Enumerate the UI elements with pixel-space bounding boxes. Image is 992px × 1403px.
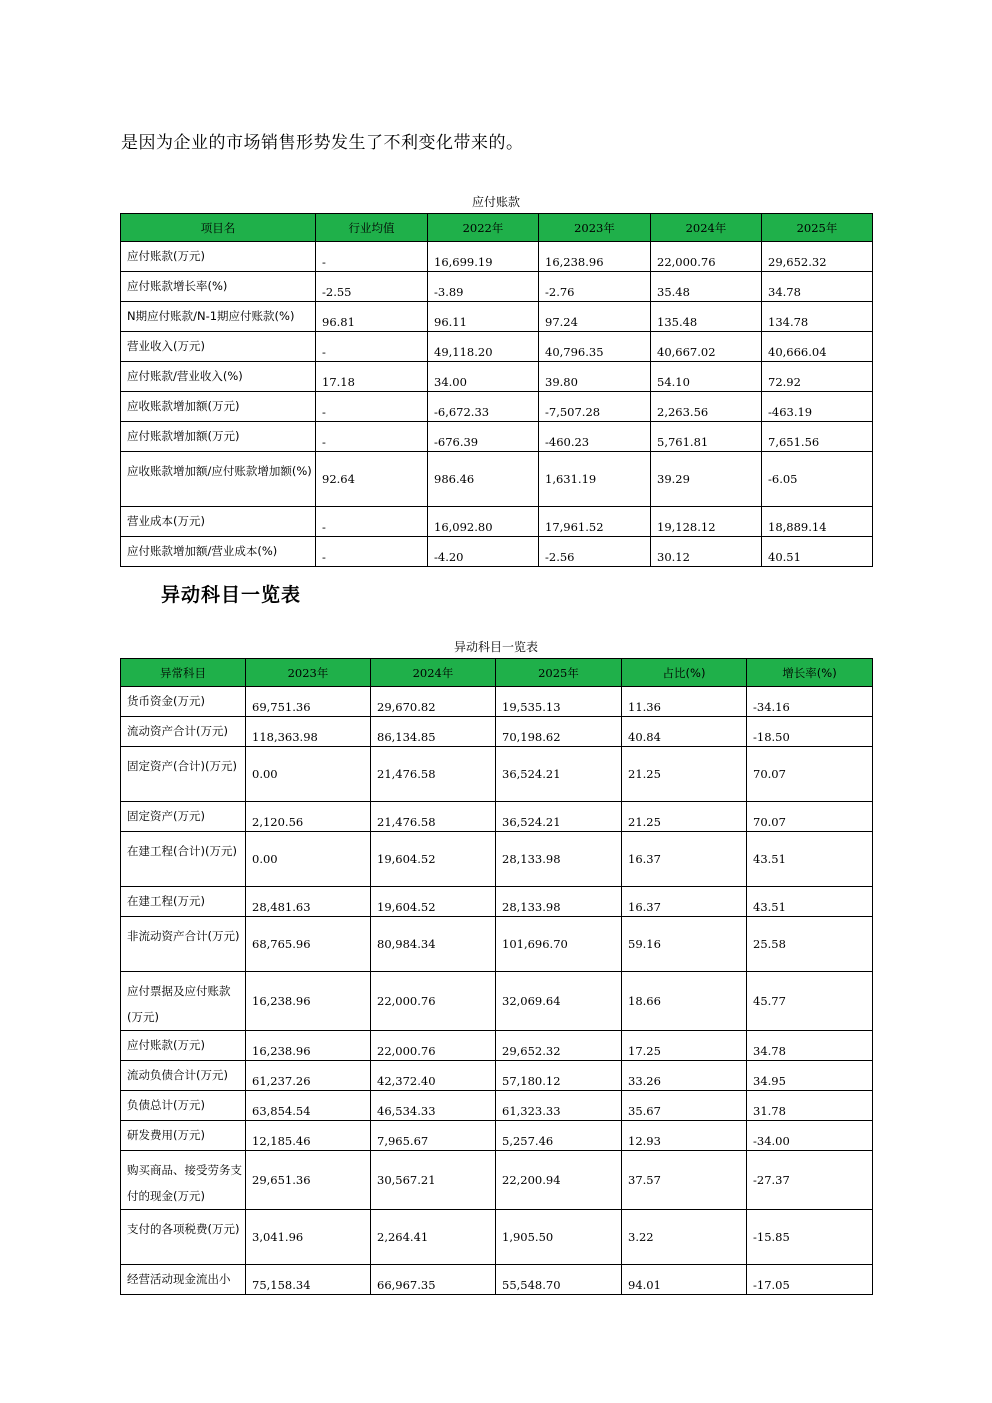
table2-cell: 29,652.32 — [496, 1031, 622, 1061]
table2-cell: 16.37 — [622, 887, 747, 917]
table1-row-label: N期应付账款/N-1期应付账款(%) — [121, 302, 316, 332]
table2-row-label: 固定资产(合计)(万元) — [121, 747, 246, 802]
table1-header-cell: 项目名 — [121, 214, 316, 242]
table2-cell: -17.05 — [747, 1265, 873, 1295]
table2-header-row — [121, 659, 873, 687]
table2-row-label: 流动负债合计(万元) — [121, 1061, 246, 1091]
table2-row-label: 固定资产(万元) — [121, 802, 246, 832]
table2-cell: 16,238.96 — [246, 1031, 371, 1061]
table1-header-cell: 2024年 — [651, 214, 762, 242]
table1-cell: 7,651.56 — [762, 422, 873, 452]
table2-row — [121, 1121, 873, 1151]
table1-cell: 986.46 — [428, 452, 539, 507]
table2-row — [121, 1265, 873, 1295]
table2-cell: 70,198.62 — [496, 717, 622, 747]
table2-cell: 55,548.70 — [496, 1265, 622, 1295]
table1-cell: 17.18 — [316, 362, 428, 392]
table1-cell: 5,761.81 — [651, 422, 762, 452]
table1-cell: 34.78 — [762, 272, 873, 302]
table2-row — [121, 687, 873, 717]
table2-cell: 36,524.21 — [496, 747, 622, 802]
table1-header-cell: 2023年 — [539, 214, 651, 242]
table1-cell: - — [316, 242, 428, 272]
table1-cell: -2.76 — [539, 272, 651, 302]
table1-row — [121, 362, 873, 392]
table2-cell: 118,363.98 — [246, 717, 371, 747]
table2-cell: 46,534.33 — [371, 1091, 496, 1121]
table2-cell: 21.25 — [622, 802, 747, 832]
table2-row — [121, 1031, 873, 1061]
table2-cell: 70.07 — [747, 802, 873, 832]
table2-header-cell: 异常科目 — [121, 659, 246, 687]
table2-row-label: 应付账款(万元) — [121, 1031, 246, 1061]
table1-cell: 40,796.35 — [539, 332, 651, 362]
table1-cell: 54.10 — [651, 362, 762, 392]
table1-row-label: 应付账款/营业收入(%) — [121, 362, 316, 392]
table1-cell: -2.55 — [316, 272, 428, 302]
table2-cell: 45.77 — [747, 972, 873, 1031]
table1-cell: - — [316, 537, 428, 567]
table1-cell: -3.89 — [428, 272, 539, 302]
table2-row — [121, 972, 873, 1031]
table1-row — [121, 537, 873, 567]
table2-cell: 0.00 — [246, 832, 371, 887]
table2-cell: 63,854.54 — [246, 1091, 371, 1121]
intro-paragraph: 是因为企业的市场销售形势发生了不利变化带来的。 — [121, 133, 524, 153]
table1-cell: -460.23 — [539, 422, 651, 452]
table1-row — [121, 332, 873, 362]
table2-cell: 19,535.13 — [496, 687, 622, 717]
table2-cell: 61,323.33 — [496, 1091, 622, 1121]
table2-cell: 21.25 — [622, 747, 747, 802]
table2-cell: 29,651.36 — [246, 1151, 371, 1210]
table2-cell: 43.51 — [747, 832, 873, 887]
table2-row — [121, 1061, 873, 1091]
table2-cell: 16.37 — [622, 832, 747, 887]
table1-row — [121, 422, 873, 452]
table1-header-cell: 2025年 — [762, 214, 873, 242]
table2-cell: 28,133.98 — [496, 832, 622, 887]
table2-cell: 31.78 — [747, 1091, 873, 1121]
table1-cell: 16,699.19 — [428, 242, 539, 272]
table1-cell: 40.51 — [762, 537, 873, 567]
table1-header-cell: 2022年 — [428, 214, 539, 242]
table1-cell: 39.29 — [651, 452, 762, 507]
table1-cell: 134.78 — [762, 302, 873, 332]
table1-row — [121, 452, 873, 507]
table1-row-label: 应付账款(万元) — [121, 242, 316, 272]
table1-row-label: 营业收入(万元) — [121, 332, 316, 362]
table1-cell: 40,667.02 — [651, 332, 762, 362]
table1-cell: 92.64 — [316, 452, 428, 507]
table2-cell: 43.51 — [747, 887, 873, 917]
table2-cell: 66,967.35 — [371, 1265, 496, 1295]
table1-cell: 17,961.52 — [539, 507, 651, 537]
table2-cell: 7,965.67 — [371, 1121, 496, 1151]
table2-cell: 16,238.96 — [246, 972, 371, 1031]
table2-cell: 37.57 — [622, 1151, 747, 1210]
table1-row — [121, 242, 873, 272]
table2-row-label: 应付票据及应付账款(万元) — [121, 972, 246, 1031]
table2-row — [121, 1210, 873, 1265]
table1-cell: - — [316, 507, 428, 537]
table2-cell: 69,751.36 — [246, 687, 371, 717]
table1-cell: -2.56 — [539, 537, 651, 567]
table2-cell: -15.85 — [747, 1210, 873, 1265]
table2-cell: 59.16 — [622, 917, 747, 972]
table2-row-label: 在建工程(合计)(万元) — [121, 832, 246, 887]
table1-cell: -6.05 — [762, 452, 873, 507]
table2-cell: 11.36 — [622, 687, 747, 717]
table1-cell: -6,672.33 — [428, 392, 539, 422]
table2-cell: 5,257.46 — [496, 1121, 622, 1151]
table2-row — [121, 747, 873, 802]
table2-cell: 28,481.63 — [246, 887, 371, 917]
table1-cell: 16,238.96 — [539, 242, 651, 272]
table2-header-cell: 2025年 — [496, 659, 622, 687]
table1-cell: 96.81 — [316, 302, 428, 332]
table1-row — [121, 392, 873, 422]
table2-cell: -34.00 — [747, 1121, 873, 1151]
table2-cell: 28,133.98 — [496, 887, 622, 917]
table2-cell: 21,476.58 — [371, 802, 496, 832]
table1-cell: 49,118.20 — [428, 332, 539, 362]
table2-row-label: 经营活动现金流出小 — [121, 1265, 246, 1295]
table2-row-label: 支付的各项税费(万元) — [121, 1210, 246, 1265]
table2-cell: 30,567.21 — [371, 1151, 496, 1210]
table2-cell: 33.26 — [622, 1061, 747, 1091]
table2-cell: 25.58 — [747, 917, 873, 972]
table2-cell: 86,134.85 — [371, 717, 496, 747]
table2-cell: 3,041.96 — [246, 1210, 371, 1265]
table1-cell: 30.12 — [651, 537, 762, 567]
table2-row-label: 购买商品、接受劳务支付的现金(万元) — [121, 1151, 246, 1210]
table2-cell: 17.25 — [622, 1031, 747, 1061]
table2-cell: 22,000.76 — [371, 1031, 496, 1061]
table1-cell: 18,889.14 — [762, 507, 873, 537]
table1-cell: 29,652.32 — [762, 242, 873, 272]
table1-row-label: 应收账款增加额(万元) — [121, 392, 316, 422]
table2-row — [121, 832, 873, 887]
table2-cell: 3.22 — [622, 1210, 747, 1265]
table2-row — [121, 887, 873, 917]
table1-cell: 72.92 — [762, 362, 873, 392]
table1-cell: 135.48 — [651, 302, 762, 332]
table1-header-row — [121, 214, 873, 242]
table2-cell: 0.00 — [246, 747, 371, 802]
table2-cell: 18.66 — [622, 972, 747, 1031]
table2-row-label: 流动资产合计(万元) — [121, 717, 246, 747]
table1-row-label: 应付账款增加额(万元) — [121, 422, 316, 452]
table1-row-label: 应付账款增长率(%) — [121, 272, 316, 302]
table2-cell: 2,120.56 — [246, 802, 371, 832]
table2-row-label: 非流动资产合计(万元) — [121, 917, 246, 972]
table1-row — [121, 272, 873, 302]
table2-cell: 19,604.52 — [371, 832, 496, 887]
table2-row-label: 在建工程(万元) — [121, 887, 246, 917]
table2-row-label: 负债总计(万元) — [121, 1091, 246, 1121]
table2-row-label: 研发费用(万元) — [121, 1121, 246, 1151]
table1-row — [121, 507, 873, 537]
table2-cell: 70.07 — [747, 747, 873, 802]
table2-header-cell: 增长率(%) — [747, 659, 873, 687]
table2-cell: 21,476.58 — [371, 747, 496, 802]
table2-cell: 34.95 — [747, 1061, 873, 1091]
table2-cell: -34.16 — [747, 687, 873, 717]
table2-cell: 32,069.64 — [496, 972, 622, 1031]
table1-cell: 96.11 — [428, 302, 539, 332]
table2-cell: 80,984.34 — [371, 917, 496, 972]
table1-header-cell: 行业均值 — [316, 214, 428, 242]
table1-row — [121, 302, 873, 332]
table2-row — [121, 1091, 873, 1121]
table2-row — [121, 717, 873, 747]
table2-cell: 57,180.12 — [496, 1061, 622, 1091]
table2-cell: 29,670.82 — [371, 687, 496, 717]
table1-cell: 39.80 — [539, 362, 651, 392]
table1-caption: 应付账款 — [471, 195, 520, 209]
table1-cell: 2,263.56 — [651, 392, 762, 422]
table1-cell: - — [316, 392, 428, 422]
table1-row-label: 应收账款增加额/应付账款增加额(%) — [121, 452, 316, 507]
table1-cell: - — [316, 332, 428, 362]
table2-cell: 61,237.26 — [246, 1061, 371, 1091]
table2-cell: 12,185.46 — [246, 1121, 371, 1151]
table2-cell: 36,524.21 — [496, 802, 622, 832]
table2-cell: -18.50 — [747, 717, 873, 747]
table1-cell: 19,128.12 — [651, 507, 762, 537]
table2-header-cell: 2024年 — [371, 659, 496, 687]
table2-cell: 40.84 — [622, 717, 747, 747]
table1-cell: 1,631.19 — [539, 452, 651, 507]
table2-cell: 75,158.34 — [246, 1265, 371, 1295]
table2-row — [121, 917, 873, 972]
table1-cell: 34.00 — [428, 362, 539, 392]
table2-caption: 异动科目一览表 — [453, 640, 538, 654]
table1-cell: 35.48 — [651, 272, 762, 302]
table1-cell: -4.20 — [428, 537, 539, 567]
table1-cell: 16,092.80 — [428, 507, 539, 537]
table1-cell: 40,666.04 — [762, 332, 873, 362]
table1-row-label: 应付账款增加额/营业成本(%) — [121, 537, 316, 567]
accounts-payable-table — [120, 213, 873, 567]
table2-cell: -27.37 — [747, 1151, 873, 1210]
table2-cell: 2,264.41 — [371, 1210, 496, 1265]
table1-cell: - — [316, 422, 428, 452]
table1-cell: -7,507.28 — [539, 392, 651, 422]
table2-cell: 12.93 — [622, 1121, 747, 1151]
table2-cell: 68,765.96 — [246, 917, 371, 972]
table2-cell: 35.67 — [622, 1091, 747, 1121]
table2-cell: 1,905.50 — [496, 1210, 622, 1265]
table1-cell: -463.19 — [762, 392, 873, 422]
table2-header-cell: 2023年 — [246, 659, 371, 687]
table2-row — [121, 1151, 873, 1210]
table2-row-label: 货币资金(万元) — [121, 687, 246, 717]
abnormal-items-table — [120, 658, 873, 1295]
table2-cell: 22,000.76 — [371, 972, 496, 1031]
table2-header-cell: 占比(%) — [622, 659, 747, 687]
table2-cell: 101,696.70 — [496, 917, 622, 972]
table1-row-label: 营业成本(万元) — [121, 507, 316, 537]
table2-cell: 22,200.94 — [496, 1151, 622, 1210]
table2-cell: 94.01 — [622, 1265, 747, 1295]
table1-cell: -676.39 — [428, 422, 539, 452]
table2-cell: 19,604.52 — [371, 887, 496, 917]
table1-cell: 97.24 — [539, 302, 651, 332]
table1-cell: 22,000.76 — [651, 242, 762, 272]
section-title: 异动科目一览表 — [161, 584, 302, 606]
table2-cell: 34.78 — [747, 1031, 873, 1061]
table2-row — [121, 802, 873, 832]
table2-cell: 42,372.40 — [371, 1061, 496, 1091]
